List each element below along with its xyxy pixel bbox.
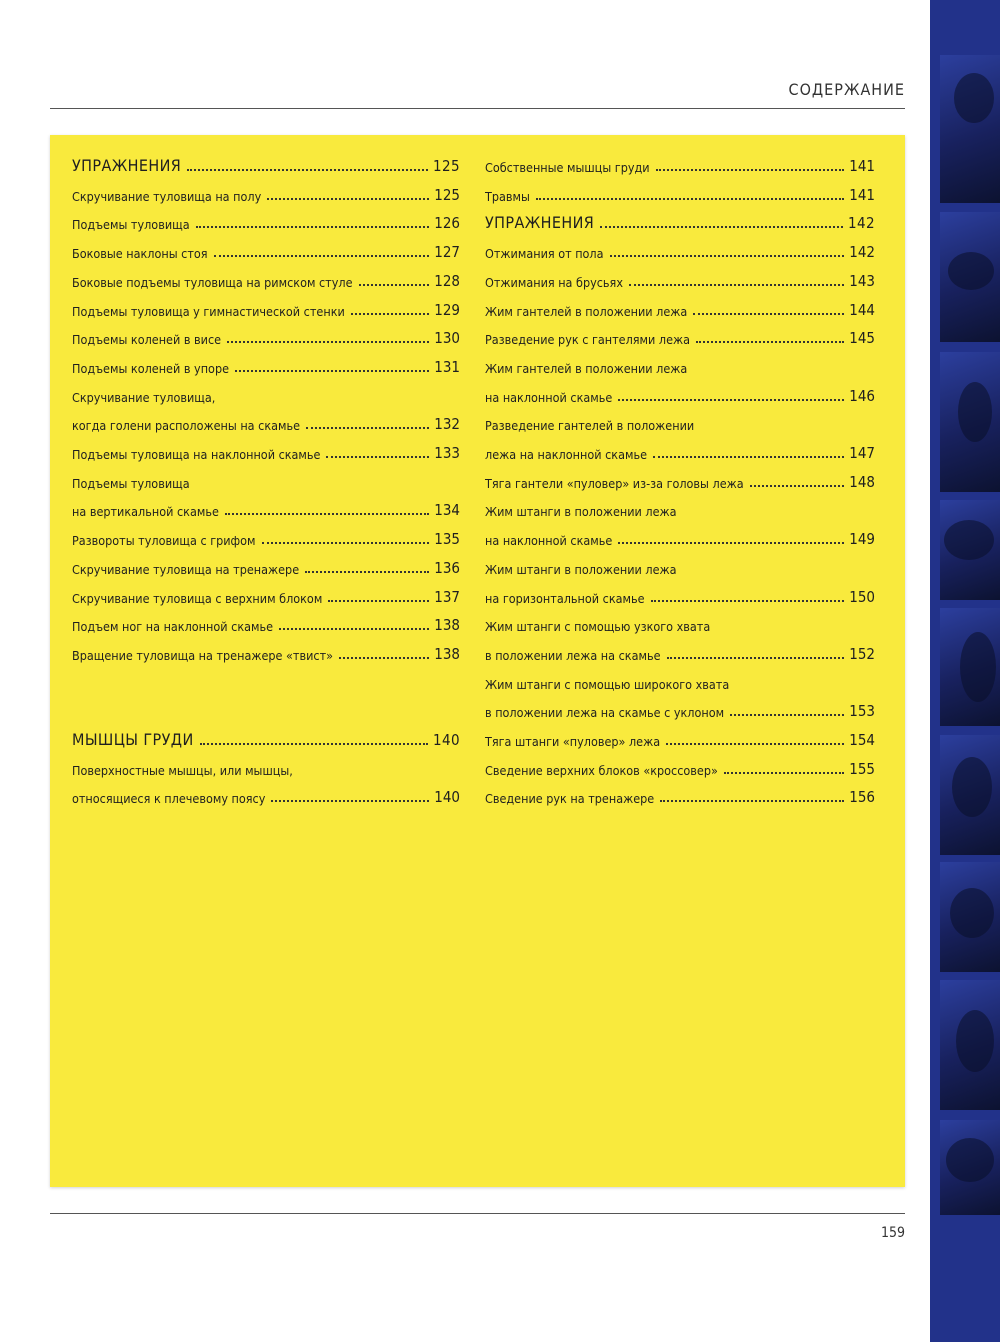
toc-entry <box>72 497 460 519</box>
toc-entry <box>72 784 460 806</box>
toc-leader-dots <box>187 168 428 171</box>
toc-leader-dots <box>600 225 843 228</box>
toc-page-number: 141 <box>849 157 875 175</box>
toc-entry-title: Поверхностные мышцы, или мышцы, <box>72 762 293 778</box>
toc-leader-dots <box>629 283 844 286</box>
toc-page-number: 143 <box>849 271 875 290</box>
toc-leader-dots <box>660 799 844 802</box>
toc-leader-dots <box>227 340 429 343</box>
toc-entry <box>72 555 460 577</box>
toc-page-number: 153 <box>849 702 875 721</box>
toc-entry <box>485 297 875 319</box>
toc-entry-title: Скручивание туловища с верхним блоком <box>72 590 323 606</box>
sidebar-photo <box>940 55 1000 203</box>
toc-entry-title: Скручивание туловища на полу <box>72 188 262 204</box>
toc-leader-dots <box>651 599 845 602</box>
toc-leader-dots <box>305 570 429 573</box>
toc-page-number: 129 <box>434 300 460 319</box>
toc-entry <box>485 555 875 577</box>
toc-entry <box>72 641 460 663</box>
toc-entry <box>485 268 875 290</box>
toc-page-number: 125 <box>433 157 460 175</box>
toc-page-number: 142 <box>848 214 875 233</box>
toc-leader-dots <box>610 254 845 257</box>
toc-entry-title: Жим гантелей в положении лежа <box>485 303 688 319</box>
toc-entry <box>72 210 460 232</box>
toc-leader-dots <box>326 455 429 458</box>
toc-entry-title: на наклонной скамье <box>485 389 613 405</box>
toc-entry <box>72 182 460 204</box>
toc-leader-dots <box>696 340 844 343</box>
toc-entry <box>485 354 875 376</box>
toc-page-number: 140 <box>434 788 460 807</box>
toc-page-number: 136 <box>434 558 460 577</box>
toc-entry-title: Подъемы туловища у гимнастической стенки <box>72 303 345 319</box>
toc-page-number: 138 <box>434 616 460 635</box>
toc-entry-title: Жим штанги в положении лежа <box>485 561 677 577</box>
toc-leader-dots <box>267 197 429 200</box>
toc-entry-title: когда голени расположены на скамье <box>72 418 301 434</box>
toc-entry-title: Подъемы коленей в висе <box>72 332 222 348</box>
toc-leader-dots <box>214 254 430 257</box>
toc-page-number: 152 <box>849 644 875 663</box>
toc-leader-dots <box>351 312 429 315</box>
toc-entry <box>72 268 460 290</box>
toc-page-number: 154 <box>849 731 875 749</box>
toc-entry-title: Жим штанги с помощью узкого хвата <box>485 619 711 635</box>
toc-entry-title: в положении лежа на скамье <box>485 647 661 663</box>
toc-page-number: 156 <box>849 788 875 807</box>
toc-entry <box>485 612 875 634</box>
toc-entry <box>72 756 460 778</box>
toc-entry <box>485 497 875 519</box>
toc-entry-title: Жим гантелей в положении лежа <box>485 360 688 376</box>
toc-page-number: 131 <box>434 357 460 376</box>
toc-page-number: 144 <box>849 300 875 319</box>
page-number: 159 <box>880 1225 905 1241</box>
toc-page-number: 147 <box>849 444 875 462</box>
toc-entry <box>72 469 460 491</box>
toc-entry <box>72 612 460 634</box>
toc-leader-dots <box>279 627 429 630</box>
toc-entry <box>485 526 875 548</box>
toc-entry <box>485 153 875 175</box>
toc-entry <box>485 698 875 720</box>
toc-entry-title: на горизонтальной скамье <box>485 590 645 606</box>
toc-leader-dots <box>536 197 844 200</box>
toc-page-number: 127 <box>434 243 460 262</box>
toc-entry-title: Развороты туловища с грифом <box>72 533 256 549</box>
toc-entry-title: УПРАЖНЕНИЯ <box>72 156 182 175</box>
toc-entry-title: Травмы <box>485 188 530 204</box>
toc-entry-title: УПРАЖНЕНИЯ <box>485 213 595 233</box>
toc-entry-title: на наклонной скамье <box>485 533 613 549</box>
toc-page-number: 132 <box>434 415 460 434</box>
sidebar-photo <box>940 862 1000 972</box>
toc-page-number: 150 <box>849 587 875 606</box>
toc-page-number: 133 <box>434 444 460 462</box>
sidebar-photo <box>940 500 1000 600</box>
toc-leader-dots <box>339 656 429 659</box>
toc-entry <box>72 440 460 462</box>
page-header-title: СОДЕРЖАНИЕ <box>788 80 905 99</box>
toc-leader-dots <box>618 541 844 544</box>
toc-section-heading <box>72 727 460 749</box>
toc-entry <box>485 440 875 462</box>
toc-page-number: 140 <box>433 731 460 749</box>
toc-entry-title: Жим штанги в положении лежа <box>485 504 677 520</box>
toc-entry <box>485 469 875 491</box>
toc-leader-dots <box>271 799 429 802</box>
toc-page-number: 134 <box>434 501 460 520</box>
toc-entry-title: Тяга гантели «пуловер» из-за головы лежа <box>485 475 744 491</box>
toc-box <box>50 135 905 1187</box>
toc-entry-title: МЫШЦЫ ГРУДИ <box>72 730 194 749</box>
toc-leader-dots <box>730 713 844 716</box>
toc-entry <box>72 411 460 433</box>
toc-entry <box>72 325 460 347</box>
toc-page-number: 146 <box>849 386 875 405</box>
toc-section-heading <box>485 210 875 232</box>
toc-leader-dots <box>693 312 844 315</box>
toc-page-number: 149 <box>849 530 875 549</box>
toc-entry <box>485 239 875 261</box>
toc-entry <box>72 584 460 606</box>
toc-page-number: 130 <box>434 329 460 348</box>
toc-page-number: 125 <box>434 185 460 204</box>
toc-page-number: 126 <box>434 214 460 233</box>
toc-leader-dots <box>262 541 430 544</box>
toc-entry-title: Сведение верхних блоков «кроссовер» <box>485 762 718 778</box>
toc-leader-dots <box>328 599 429 602</box>
toc-entry-title: на вертикальной скамье <box>72 504 219 520</box>
toc-entry <box>72 526 460 548</box>
toc-entry <box>485 411 875 433</box>
toc-page-number: 142 <box>849 243 875 262</box>
toc-entry-title: Подъемы коленей в упоре <box>72 360 230 376</box>
toc-entry <box>485 182 875 204</box>
toc-entry <box>485 727 875 749</box>
toc-entry-title: относящиеся к плечевому поясу <box>72 791 266 807</box>
sidebar-photo <box>940 608 1000 726</box>
toc-entry <box>72 383 460 405</box>
toc-entry <box>485 383 875 405</box>
toc-entry <box>485 756 875 778</box>
toc-leader-dots <box>196 225 430 228</box>
toc-entry <box>485 784 875 806</box>
toc-entry-title: Подъемы туловища <box>72 217 190 233</box>
toc-entry <box>485 584 875 606</box>
sidebar-photo <box>940 1120 1000 1215</box>
footer-rule <box>50 1213 905 1214</box>
toc-entry <box>485 641 875 663</box>
toc-entry-title: Тяга штанги «пуловер» лежа <box>485 734 661 749</box>
toc-page-number: 135 <box>434 530 460 549</box>
toc-entry-title: Отжимания от пола <box>485 246 604 262</box>
toc-entry-title: Отжимания на брусьях <box>485 274 623 290</box>
toc-leader-dots <box>235 369 429 372</box>
toc-leader-dots <box>724 771 844 774</box>
toc-entry-title: Скручивание туловища на тренажере <box>72 561 300 577</box>
toc-page-number: 128 <box>434 271 460 290</box>
toc-leader-dots <box>653 455 844 458</box>
toc-page-number: 137 <box>434 587 460 606</box>
toc-entry-title: Боковые наклоны стоя <box>72 246 208 262</box>
photo-strip-sidebar <box>930 0 1000 1342</box>
toc-leader-dots <box>750 484 845 487</box>
toc-entry-title: Скручивание туловища, <box>72 389 216 405</box>
toc-entry-title: Вращение туловища на тренажере «твист» <box>72 647 334 663</box>
toc-page-number: 155 <box>849 759 875 778</box>
toc-page-number: 148 <box>849 472 875 491</box>
sidebar-photo <box>940 980 1000 1110</box>
toc-entry-title: Собственные мышцы груди <box>485 160 650 175</box>
toc-entry-title: в положении лежа на скамье с уклоном <box>485 705 725 721</box>
toc-entry <box>485 325 875 347</box>
toc-leader-dots <box>618 398 844 401</box>
toc-entry <box>485 670 875 692</box>
sidebar-photo <box>940 212 1000 342</box>
header-rule <box>50 108 905 109</box>
toc-entry-title: лежа на наклонной скамье <box>485 447 647 462</box>
toc-page-number: 138 <box>434 644 460 663</box>
toc-leader-dots <box>200 742 428 745</box>
toc-leader-dots <box>667 656 845 659</box>
toc-page-number: 141 <box>849 185 875 204</box>
toc-entry-title: Боковые подъемы туловища на римском стуле <box>72 274 353 290</box>
sidebar-photo <box>940 352 1000 492</box>
toc-leader-dots <box>656 168 845 171</box>
toc-entry <box>72 354 460 376</box>
toc-page-number: 145 <box>849 329 875 348</box>
toc-leader-dots <box>306 426 429 429</box>
toc-entry-title: Разведение гантелей в положении <box>485 418 695 434</box>
toc-leader-dots <box>225 512 429 515</box>
toc-entry-title: Подъемы туловища на наклонной скамье <box>72 447 321 462</box>
toc-entry-title: Жим штанги с помощью широкого хвата <box>485 676 730 692</box>
toc-entry-title: Подъем ног на наклонной скамье <box>72 619 274 635</box>
toc-entry-title: Разведение рук с гантелями лежа <box>485 332 691 348</box>
sidebar-photo <box>940 735 1000 855</box>
toc-entry <box>72 297 460 319</box>
toc-entry-title: Подъемы туловища <box>72 475 190 491</box>
toc-entry <box>72 239 460 261</box>
toc-entry-title: Сведение рук на тренажере <box>485 791 655 807</box>
toc-leader-dots <box>666 742 844 745</box>
toc-section-heading <box>72 153 460 175</box>
toc-leader-dots <box>359 283 430 286</box>
